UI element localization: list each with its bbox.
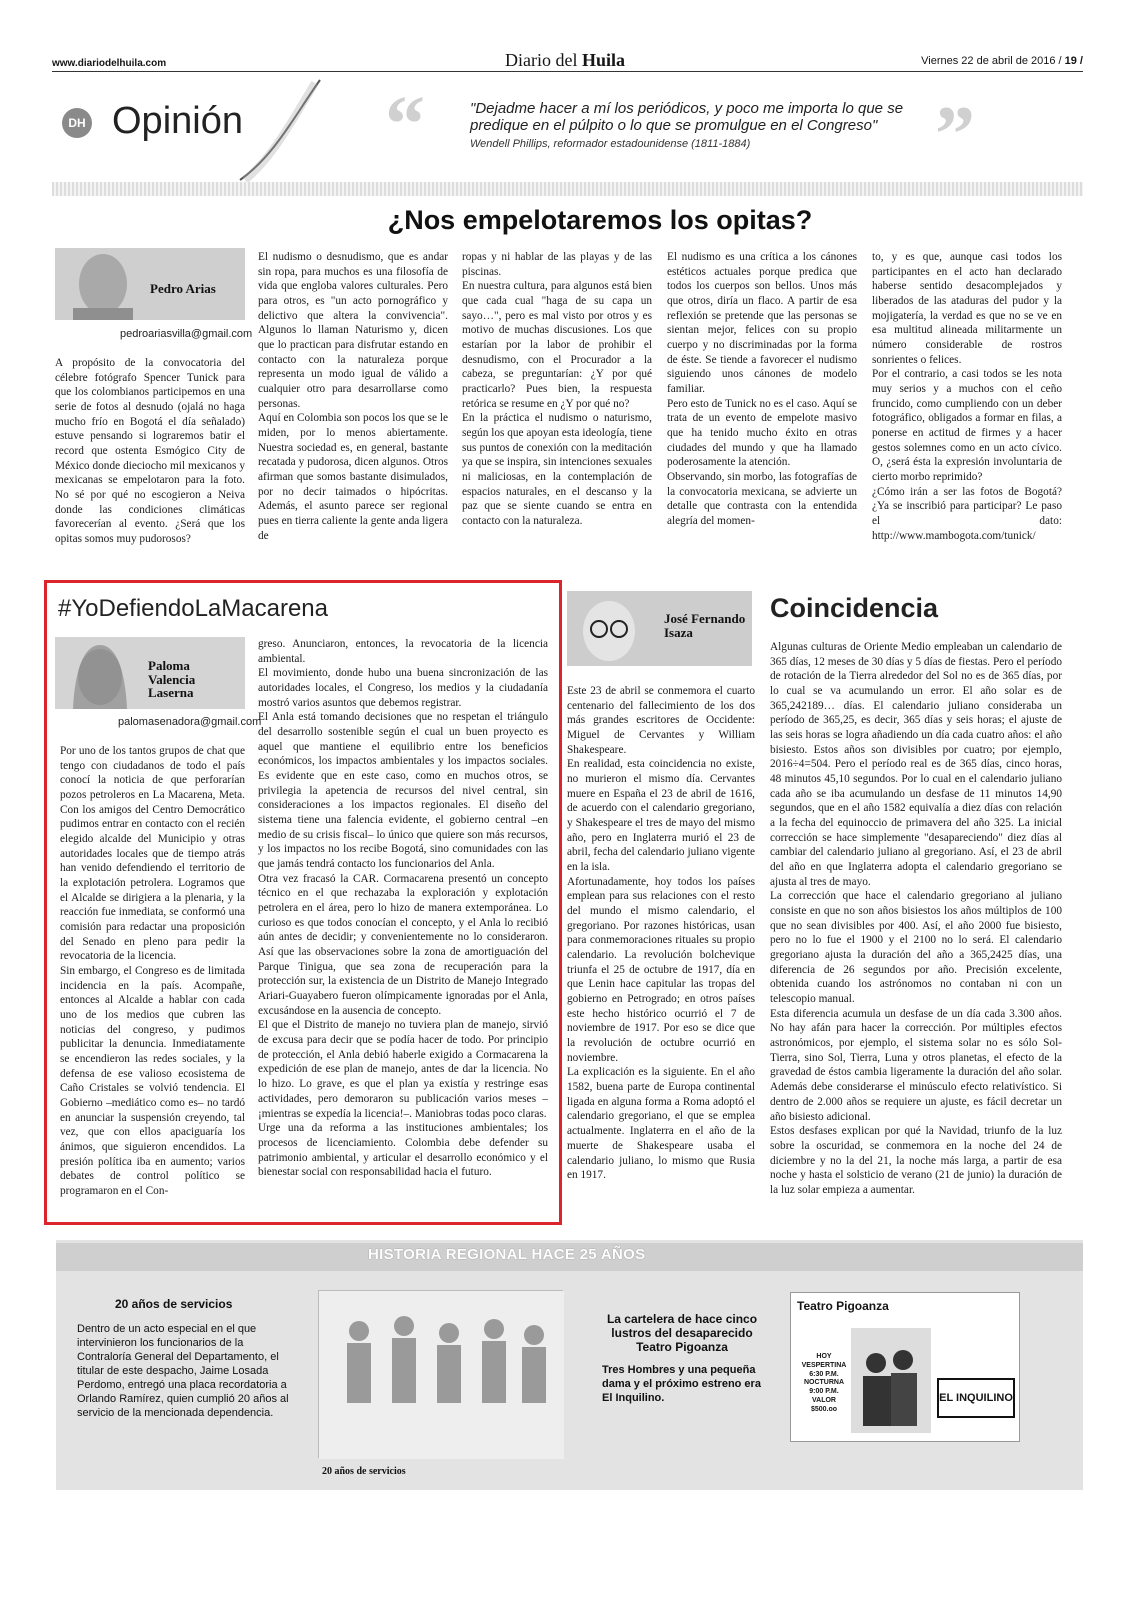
- issue-date: [921, 55, 1083, 67]
- ad-film-title: EL INQUILINO: [937, 1378, 1015, 1418]
- historia-photo: [318, 1290, 563, 1458]
- website-url[interactable]: www.diariodelhuila.com: [52, 58, 167, 69]
- article1-headline: ¿Nos empelotaremos los opitas?: [387, 205, 813, 235]
- close-quote-icon: ”: [935, 91, 975, 179]
- swoosh-decoration-icon: [235, 75, 325, 185]
- teatro-advertisement: [790, 1292, 1020, 1442]
- historia-photo-caption: 20 años de servicios: [322, 1466, 406, 1477]
- date-text: Viernes 22 de abril de 2016 /: [921, 55, 1065, 67]
- historia-item2-title: La cartelera de hace cinco lustros del desaparecido Teatro Pigoanza: [606, 1312, 758, 1354]
- article2-column-1: Por uno de los tantos grupos de chat que tengo con ciudadanos de todo el país conocí la noticia de que perforarían pozos petroleros en La Macarena, Meta. Con los amigos del Centro Democrático pudimos entrar en contacto con el recién elegido alcalde del Municipio y otras autoridades locales que de tiempo atrás han venido defendiendo el territorio de la explotación petrolera. Logramos que el Alcalde se dirigiera a la plenaria, y la reacción fue inmediata, se conformó una comisión para redactar una proposición del Senado en pleno para pedir la revocatoria de la licencia. Sin embargo, el Congreso es de limitada incidencia en la país. Acompañe, entonces al Alcalde a hablar con cada uno de los medios que cubren las noticias del congreso, y pudimos publicitar la denuncia. Inmediatamente se encendieron las redes sociales, y la defensa de ese valioso ecosistema de Caño Cristales se volvió tendencia. El Gobierno –mediático como es– no tardó en anunciar la suspensión creyendo, tal vez, que con ellos apaciguaría los ánimos, que siguieron encendidos. La presión política iba en aumento; varios debates de control político se programaron en el Con-: [60, 745, 245, 1198]
- article2-email[interactable]: palomasenadora@gmail.com: [118, 716, 262, 728]
- ad-theater-name: Teatro Pigoanza: [797, 1299, 889, 1313]
- section-title: Opinión: [112, 100, 243, 142]
- header-rule: [52, 71, 1083, 72]
- dh-logo-icon: DH: [62, 108, 92, 138]
- historia-item2-text: Tres Hombres y una pequeña dama y el próximo estreno era El Inquilino.: [602, 1364, 761, 1405]
- section-quote: "Dejadme hacer a mí los periódicos, y poco me importa lo que se predique en el púlpito o lo que se promulgue en el Congreso": [470, 100, 904, 135]
- article1-column-1: A propósito de la convocatoria del célebre fotógrafo Spencer Tunick para que los colombianos participemos en una serie de fotos al desnudo (ojalá no haga mucho frío en Bogotá el día señalado) estuve pensando si lograremos batir el record que ostenta Esmógico City de México donde dieciocho mil mexicanos y mexicanas se empelotaron para la foto. No sé por qué no escogieron a Neiva donde las condiciones climáticas favorecerían al evento. ¿Será que los opitas somos muy pudorosos?: [55, 357, 245, 546]
- historia-item1-title: 20 años de servicios: [115, 1297, 233, 1311]
- article3-column-2: Algunas culturas de Oriente Medio empleaban un calendario de 365 días, 12 meses de 30 días y 5 días de fiestas. Pero el período de rotación de la Tierra alrededor del Sol no es de 365 días, por lo cual se va acumulando un error. El año solar es de 365,242189… días. El calendario juliano consideraba un período de 365,25, es decir, 365 días y seis horas; el ajuste de las seis horas se logra añadiendo un día cada cuatro años: el año bisiesto. Estos años son divisibles por cuatro; por ejemplo, 2016÷4=504. Pero el período real es de 365 días, cinco horas, 48 minutos 45,10 segundos. Por lo cual en el calendario juliano cada año se iba acumulando un desfase de 11 minutos 14,90 segundos, que en el año 1582 equivalía a diez días con relación a la fecha del equinoccio de primavera del año 325. La inicial corrección se hace simplemente "desapareciendo" diez días al cambiar del calendario juliano al gregoriano. Así, el 23 de abril del año en que Inglaterra adopta el calendario gregoriano se ajusta al tres de mayo. La corrección que hace el calendario gregoriano al juliano consiste en que no son años bisiestos los años múltiplos de 100 que no sean divisibles por 400. Así, el año 2000 fue bisiesto, pero no lo fue el 1900 y el 2100 no lo será. El calendario gregoriano ajusta la duración del año a 365,2425 días, una diferencia de 26 segundos por año. Precisión excelente, obtenida cuando los astrónomos no contaban ni con un telescopio manual. Esta diferencia acumula un desfase de un día cada 3.300 años. No hay afán para hacer la corrección. Por múltiples efectos astronómicos, por ejemplo, el sistema solar no es sólo Sol-Tierra, sino Sol, Tierra, Luna y otros planetas, el efecto de la gravedad de éstos cambia ligeramente la duración del año solar. Además debe considerarse el minúsculo efecto relativístico. Si dentro de 2.000 años se requiere un ajuste, es fácil decretar un año bisiesto adicional. Estos desfases explican por qué la Navidad, triunfo de la luz sobre la oscuridad, se conmemora en la noche del 24 de diciembre y no la del 21, la noche más larga, a partir de esa noche y hasta el solsticio de verano (21 de junio) la duración de la luz solar empieza a aumentar.: [770, 641, 1062, 1196]
- section-band: [52, 182, 1083, 196]
- article2-headline: #YoDefiendoLaMacarena: [58, 595, 328, 622]
- movie-poster-icon: [851, 1328, 931, 1433]
- article1-column-3: ropas y ni hablar de las playas y de las piscinas. En nuestra cultura, para algunos está bien que cada cual "haga de su capa un sayo…", pero es mal visto por otros y es motivo de muchas discusiones. Los que estarían por la labor de prohibir el desnudismo, con el Procurador a la cabeza, se preguntarían: ¿Y por qué practicarlo? Pues bien, la respuesta retórica se resume en ¿Y por qué no? En la práctica el nudismo o naturismo, según los que apoyan esta ideología, tiene sus puntos de conexión con la meditación ya que se inspira, sin intenciones sexuales ni maliciosas, en la contemplación de espacios naturales, en el descanso y la paz que se siente cuando se entra en contacto con la naturaleza.: [462, 251, 652, 528]
- page-number: 19 /: [1064, 55, 1083, 67]
- brand-second: Huila: [581, 50, 625, 70]
- newspaper-brand: [505, 50, 625, 71]
- article1-author: Pedro Arias: [150, 281, 216, 296]
- article2-author: Paloma Valencia Laserna: [148, 658, 196, 701]
- article3-headline: Coincidencia: [770, 593, 939, 623]
- historia-title: HISTORIA REGIONAL HACE 25 AÑOS: [368, 1246, 646, 1263]
- group-photo-icon: [319, 1291, 564, 1459]
- article1-column-4: El nudismo es una crítica a los cánones estéticos actuales porque predica que todos los cuerpos son bellos. Unos más que otros, diría un flaco. A partir de esa reflexión se pretende que las personas se sientan mejor, felices con su propio cuerpo y no discriminadas por la forma de éste. Se tiende a favorecer el nudismo siguiendo unos cánones de modelo familiar. Pero esto de Tunick no es el caso. Aquí se trata de un evento de empelote masivo que ha tenido mucho éxito en otras ciudades del mundo y que ha llamado poderosamente la atención. Observando, sin morbo, las fotografías de la convocatoria mexicana, se advierte un detalle que contrasta con la entendida alegría del momen-: [667, 251, 857, 528]
- article3-author: José Fernando Isaza: [664, 611, 746, 640]
- ad-showtimes: HOY VESPERTINA 6:30 P.M. NOCTURNA 9:00 P.M. VALOR $500.oo: [801, 1353, 847, 1413]
- brand-first: Diario del: [505, 50, 582, 70]
- open-quote-icon: “: [385, 81, 425, 169]
- quote-author: Wendell Phillips, reformador estadounidense (1811-1884): [470, 138, 751, 150]
- article1-column-5: to, y es que, aunque casi todos los participantes en el acto han declarado haberse sentido desacomplejados y liberados de las ataduras del pudor y la mojigatería, la verdad es que no se ve en esa multitud alineada militarmente un número considerable de rostros sonrientes o felices. Por el contrario, a casi todos se les nota muy serios y a muchos con el ceño fruncido, como cumpliendo con un deber fotográfico, obligados a formar en filas, a ponerse en actitud de firmes y a hacer gestos solemnes como en un acto cívico. O, ¿será ésta la expresión involuntaria de cierto morbo reprimido? ¿Cómo irán a ser las fotos de Bogotá? ¿Ya se inscribió para participar? Le paso el dato: http://www.mambogota.com/tunick/: [872, 251, 1062, 542]
- article2-column-2: greso. Anunciaron, entonces, la revocatoria de la licencia ambiental. El movimiento, donde hubo una buena sincronización de las autoridades locales, el Congreso, los medios y la ciudadanía mostró varios asuntos que debemos registrar. El Anla está tomando decisiones que no respetan el triángulo del desarrollo sostenible según el cual un buen proyecto es aquel que mantiene el equilibrio entre los beneficios económicos, los impactos ambientales y los impactos sociales. Es evidente que en este caso, como en muchos otros, se privilegia la apetencia de recursos del nivel central, sin consideraciones a los impactos regionales. El diseño del sistema tiene una falencia evidente, el gobierno central –en medio de su crisis fiscal– lo único que quiere son más recursos, y los impactos no los recibe Bogotá, sino comunidades con las que jamás tendrá contacto los funcionarios del Anla. Otra vez fracasó la CAR. Cormacarena presentó un concepto técnico en el que rechazaba la exploración y explotación petrolera en el área, pero lo hizo de manera extemporánea. Lo curioso es que todos conocían el concepto, y el Anla lo recibió aún antes de decidir; y convenientemente no lo consideraron. Así que las observaciones sobre la zona de amortiguación del Parque Tinigua, que sea zona de recuperación para la protección sur, la existencia de un Distrito de Manejo Integrado Ariari-Guayabero fueron olímpicamente ignoradas por el Anla, excusándose en la ausencia de concepto. El que el Distrito de manejo no tuviera plan de manejo, sirvió de excusa para decir que se podía hacer de todo. Por principio de protección, el Anla debió haberle exigido a Cormacarena la expedición de ese plan de manejo, antes de dar la licencia. No lo hizo. Lo grave, es que el plan ya existía y restringe esas actividades, pero demoraron su publicación varios meses –¡mientras se expedía la licencia!–. Maniobras todas poco claras. Urge una da reforma a las instituciones ambientales; los procesos de licenciamiento. Colombia debe defender su patrimonio ambiental, y articular el desarrollo económico y el bienestar social con responsabilidad hacia el futuro.: [258, 638, 548, 1179]
- historia-item1-text: Dentro de un acto especial en el que intervinieron los funcionarios de la Contraloría General del Departamento, el titular de este despacho, Jaime Losada Perdomo, entregó una placa recordatoria a Orlando Ramírez, quien cumplió 20 años al servicio de la mencionada dependencia.: [77, 1323, 289, 1420]
- article1-column-2: El nudismo o desnudismo, que es andar sin ropa, para muchos es una filosofía de vida que engloba valores culturales. Pero para otros, es "un acto pornográfico y delictivo que altera la convivencia". Algunos lo llaman Naturismo y, dicen que lo practican para disfrutar estando en contacto con la naturaleza porque representa un modo igual de válido a cualquier otro para desarrollarse como personas. Aquí en Colombia son pocos los que se le miden, por lo menos abiertamente. Nuestra sociedad es, en general, bastante recatada y pudorosa, dicen algunos. Otros afirman que somos bastante disimulados, por no decir taimados o hipócritas. Además, el asunto parece ser regional pues en tierra caliente la gente anda ligera de: [258, 251, 448, 542]
- article3-column-1: Este 23 de abril se conmemora el cuarto centenario del fallecimiento de los dos más grandes escritores de Occidente: Miguel de Cervantes y William Shakespeare. En realidad, esta coincidencia no existe, no murieron el mismo día. Cervantes muere en España el 23 de abril de 1616, de acuerdo con el calendario gregoriano, y Shakespeare el tres de mayo del mismo año, pero en Inglaterra murió el 23 de abril, fecha del calendario juliano vigente en la isla. Afortunadamente, hoy todos los países emplean para sus relaciones con el resto del mundo el mismo calendario, el gregoriano. Por razones históricas, usan para conmemoraciones rituales su propio calendario. La revolución bolchevique triunfa el 25 de octubre de 1917, día en que Lenin hace capitular las tropas del gobierno en Petrogrado; en otros países este hecho histórico ocurrió el 7 de noviembre de 1917. Por eso se dice que la revolución de octubre ocurrió en noviembre. La explicación es la siguiente. En el año 1582, buena parte de Europa continental ligada en alguna forma a Roma adoptó el calendario gregoriano, el que se emplea actualmente. Inglaterra en el año de la muerte de Shakespeare usaba el calendario juliano, lo mismo que Rusia en 1917.: [567, 685, 755, 1182]
- article1-email[interactable]: pedroariasvilla@gmail.com: [120, 328, 253, 340]
